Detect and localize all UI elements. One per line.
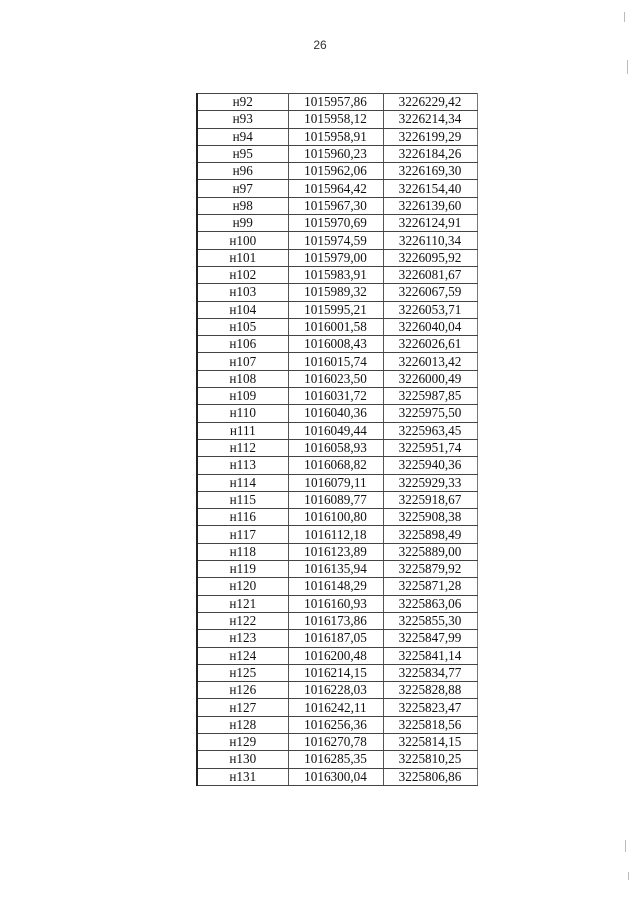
point-id-cell: н122 xyxy=(197,612,288,629)
point-id-cell: н95 xyxy=(197,145,288,162)
page-number: 26 xyxy=(313,38,327,52)
point-id-cell: н99 xyxy=(197,215,288,232)
x-coordinate-cell: 1016135,94 xyxy=(288,561,383,578)
y-coordinate-cell: 3225834,77 xyxy=(383,664,477,681)
table-row xyxy=(197,388,477,405)
point-id-cell: н108 xyxy=(197,370,288,387)
point-id-cell: н119 xyxy=(197,561,288,578)
point-id-cell: н104 xyxy=(197,301,288,318)
x-coordinate-cell: 1016049,44 xyxy=(288,422,383,439)
point-id-cell: н110 xyxy=(197,405,288,422)
table-row xyxy=(197,578,477,595)
y-coordinate-cell: 3225987,85 xyxy=(383,388,477,405)
x-coordinate-cell: 1016100,80 xyxy=(288,509,383,526)
coordinates-table-body xyxy=(197,94,477,786)
point-id-cell: н109 xyxy=(197,388,288,405)
x-coordinate-cell: 1016228,03 xyxy=(288,682,383,699)
table-row xyxy=(197,405,477,422)
table-row xyxy=(197,215,477,232)
table-row xyxy=(197,422,477,439)
y-coordinate-cell: 3225810,25 xyxy=(383,751,477,768)
y-coordinate-cell: 3226229,42 xyxy=(383,94,477,111)
table-row xyxy=(197,474,477,491)
x-coordinate-cell: 1016068,82 xyxy=(288,457,383,474)
y-coordinate-cell: 3226026,61 xyxy=(383,336,477,353)
point-id-cell: н117 xyxy=(197,526,288,543)
x-coordinate-cell: 1015979,00 xyxy=(288,249,383,266)
table-row xyxy=(197,111,477,128)
y-coordinate-cell: 3226154,40 xyxy=(383,180,477,197)
point-id-cell: н112 xyxy=(197,439,288,456)
table-row xyxy=(197,561,477,578)
y-coordinate-cell: 3225823,47 xyxy=(383,699,477,716)
y-coordinate-cell: 3225951,74 xyxy=(383,439,477,456)
table-row xyxy=(197,543,477,560)
point-id-cell: н102 xyxy=(197,266,288,283)
y-coordinate-cell: 3225908,38 xyxy=(383,509,477,526)
table-row xyxy=(197,733,477,750)
table-row xyxy=(197,664,477,681)
x-coordinate-cell: 1015989,32 xyxy=(288,284,383,301)
y-coordinate-cell: 3226199,29 xyxy=(383,128,477,145)
point-id-cell: н127 xyxy=(197,699,288,716)
y-coordinate-cell: 3225841,14 xyxy=(383,647,477,664)
x-coordinate-cell: 1015960,23 xyxy=(288,145,383,162)
table-row xyxy=(197,197,477,214)
table-row xyxy=(197,336,477,353)
scan-artifact xyxy=(627,60,628,74)
table-row xyxy=(197,716,477,733)
y-coordinate-cell: 3226040,04 xyxy=(383,318,477,335)
y-coordinate-cell: 3225940,36 xyxy=(383,457,477,474)
point-id-cell: н124 xyxy=(197,647,288,664)
x-coordinate-cell: 1016058,93 xyxy=(288,439,383,456)
x-coordinate-cell: 1015964,42 xyxy=(288,180,383,197)
table-row xyxy=(197,612,477,629)
y-coordinate-cell: 3226013,42 xyxy=(383,353,477,370)
table-row xyxy=(197,491,477,508)
table-row xyxy=(197,647,477,664)
x-coordinate-cell: 1016242,11 xyxy=(288,699,383,716)
table-row xyxy=(197,232,477,249)
y-coordinate-cell: 3226110,34 xyxy=(383,232,477,249)
table-row xyxy=(197,509,477,526)
x-coordinate-cell: 1016040,36 xyxy=(288,405,383,422)
table-row xyxy=(197,301,477,318)
point-id-cell: н123 xyxy=(197,630,288,647)
table-row xyxy=(197,457,477,474)
point-id-cell: н97 xyxy=(197,180,288,197)
table-row xyxy=(197,249,477,266)
point-id-cell: н116 xyxy=(197,509,288,526)
y-coordinate-cell: 3226000,49 xyxy=(383,370,477,387)
point-id-cell: н115 xyxy=(197,491,288,508)
table-row xyxy=(197,751,477,768)
table-row xyxy=(197,768,477,785)
point-id-cell: н129 xyxy=(197,733,288,750)
x-coordinate-cell: 1016285,35 xyxy=(288,751,383,768)
point-id-cell: н114 xyxy=(197,474,288,491)
table-row xyxy=(197,284,477,301)
y-coordinate-cell: 3226184,26 xyxy=(383,145,477,162)
x-coordinate-cell: 1016187,05 xyxy=(288,630,383,647)
y-coordinate-cell: 3225871,28 xyxy=(383,578,477,595)
point-id-cell: н118 xyxy=(197,543,288,560)
x-coordinate-cell: 1015958,12 xyxy=(288,111,383,128)
x-coordinate-cell: 1016256,36 xyxy=(288,716,383,733)
x-coordinate-cell: 1015970,69 xyxy=(288,215,383,232)
point-id-cell: н96 xyxy=(197,163,288,180)
table-row xyxy=(197,526,477,543)
y-coordinate-cell: 3225863,06 xyxy=(383,595,477,612)
coordinates-table xyxy=(196,93,478,786)
x-coordinate-cell: 1016031,72 xyxy=(288,388,383,405)
point-id-cell: н93 xyxy=(197,111,288,128)
x-coordinate-cell: 1016079,11 xyxy=(288,474,383,491)
x-coordinate-cell: 1015995,21 xyxy=(288,301,383,318)
point-id-cell: н121 xyxy=(197,595,288,612)
y-coordinate-cell: 3226169,30 xyxy=(383,163,477,180)
x-coordinate-cell: 1016270,78 xyxy=(288,733,383,750)
y-coordinate-cell: 3225814,15 xyxy=(383,733,477,750)
x-coordinate-cell: 1016214,15 xyxy=(288,664,383,681)
point-id-cell: н125 xyxy=(197,664,288,681)
y-coordinate-cell: 3225889,00 xyxy=(383,543,477,560)
y-coordinate-cell: 3225855,30 xyxy=(383,612,477,629)
y-coordinate-cell: 3226067,59 xyxy=(383,284,477,301)
point-id-cell: н131 xyxy=(197,768,288,785)
table-row xyxy=(197,266,477,283)
point-id-cell: н103 xyxy=(197,284,288,301)
table-row xyxy=(197,180,477,197)
table-row xyxy=(197,595,477,612)
y-coordinate-cell: 3225828,88 xyxy=(383,682,477,699)
y-coordinate-cell: 3226139,60 xyxy=(383,197,477,214)
y-coordinate-cell: 3226053,71 xyxy=(383,301,477,318)
scan-artifact xyxy=(625,840,626,852)
point-id-cell: н130 xyxy=(197,751,288,768)
x-coordinate-cell: 1015974,59 xyxy=(288,232,383,249)
table-row xyxy=(197,128,477,145)
y-coordinate-cell: 3226214,34 xyxy=(383,111,477,128)
table-row xyxy=(197,439,477,456)
table-row xyxy=(197,145,477,162)
y-coordinate-cell: 3225963,45 xyxy=(383,422,477,439)
scan-artifact xyxy=(628,872,629,880)
x-coordinate-cell: 1016300,04 xyxy=(288,768,383,785)
x-coordinate-cell: 1016200,48 xyxy=(288,647,383,664)
y-coordinate-cell: 3225975,50 xyxy=(383,405,477,422)
x-coordinate-cell: 1016173,86 xyxy=(288,612,383,629)
point-id-cell: н107 xyxy=(197,353,288,370)
x-coordinate-cell: 1015967,30 xyxy=(288,197,383,214)
x-coordinate-cell: 1016089,77 xyxy=(288,491,383,508)
x-coordinate-cell: 1015957,86 xyxy=(288,94,383,111)
y-coordinate-cell: 3226081,67 xyxy=(383,266,477,283)
scan-artifact xyxy=(624,12,625,22)
point-id-cell: н126 xyxy=(197,682,288,699)
x-coordinate-cell: 1015983,91 xyxy=(288,266,383,283)
table-row xyxy=(197,353,477,370)
y-coordinate-cell: 3225818,56 xyxy=(383,716,477,733)
point-id-cell: н101 xyxy=(197,249,288,266)
x-coordinate-cell: 1016148,29 xyxy=(288,578,383,595)
table-row xyxy=(197,370,477,387)
table-row xyxy=(197,682,477,699)
point-id-cell: н94 xyxy=(197,128,288,145)
point-id-cell: н92 xyxy=(197,94,288,111)
y-coordinate-cell: 3225898,49 xyxy=(383,526,477,543)
y-coordinate-cell: 3225929,33 xyxy=(383,474,477,491)
y-coordinate-cell: 3225918,67 xyxy=(383,491,477,508)
point-id-cell: н105 xyxy=(197,318,288,335)
table-row xyxy=(197,699,477,716)
x-coordinate-cell: 1016023,50 xyxy=(288,370,383,387)
y-coordinate-cell: 3225879,92 xyxy=(383,561,477,578)
x-coordinate-cell: 1016123,89 xyxy=(288,543,383,560)
y-coordinate-cell: 3225847,99 xyxy=(383,630,477,647)
point-id-cell: н113 xyxy=(197,457,288,474)
x-coordinate-cell: 1016008,43 xyxy=(288,336,383,353)
point-id-cell: н106 xyxy=(197,336,288,353)
point-id-cell: н128 xyxy=(197,716,288,733)
x-coordinate-cell: 1016160,93 xyxy=(288,595,383,612)
point-id-cell: н98 xyxy=(197,197,288,214)
y-coordinate-cell: 3226124,91 xyxy=(383,215,477,232)
table-row xyxy=(197,630,477,647)
table-row xyxy=(197,94,477,111)
point-id-cell: н100 xyxy=(197,232,288,249)
x-coordinate-cell: 1015958,91 xyxy=(288,128,383,145)
y-coordinate-cell: 3226095,92 xyxy=(383,249,477,266)
x-coordinate-cell: 1016001,58 xyxy=(288,318,383,335)
x-coordinate-cell: 1015962,06 xyxy=(288,163,383,180)
y-coordinate-cell: 3225806,86 xyxy=(383,768,477,785)
x-coordinate-cell: 1016112,18 xyxy=(288,526,383,543)
point-id-cell: н120 xyxy=(197,578,288,595)
table-row xyxy=(197,318,477,335)
table-row xyxy=(197,163,477,180)
point-id-cell: н111 xyxy=(197,422,288,439)
x-coordinate-cell: 1016015,74 xyxy=(288,353,383,370)
